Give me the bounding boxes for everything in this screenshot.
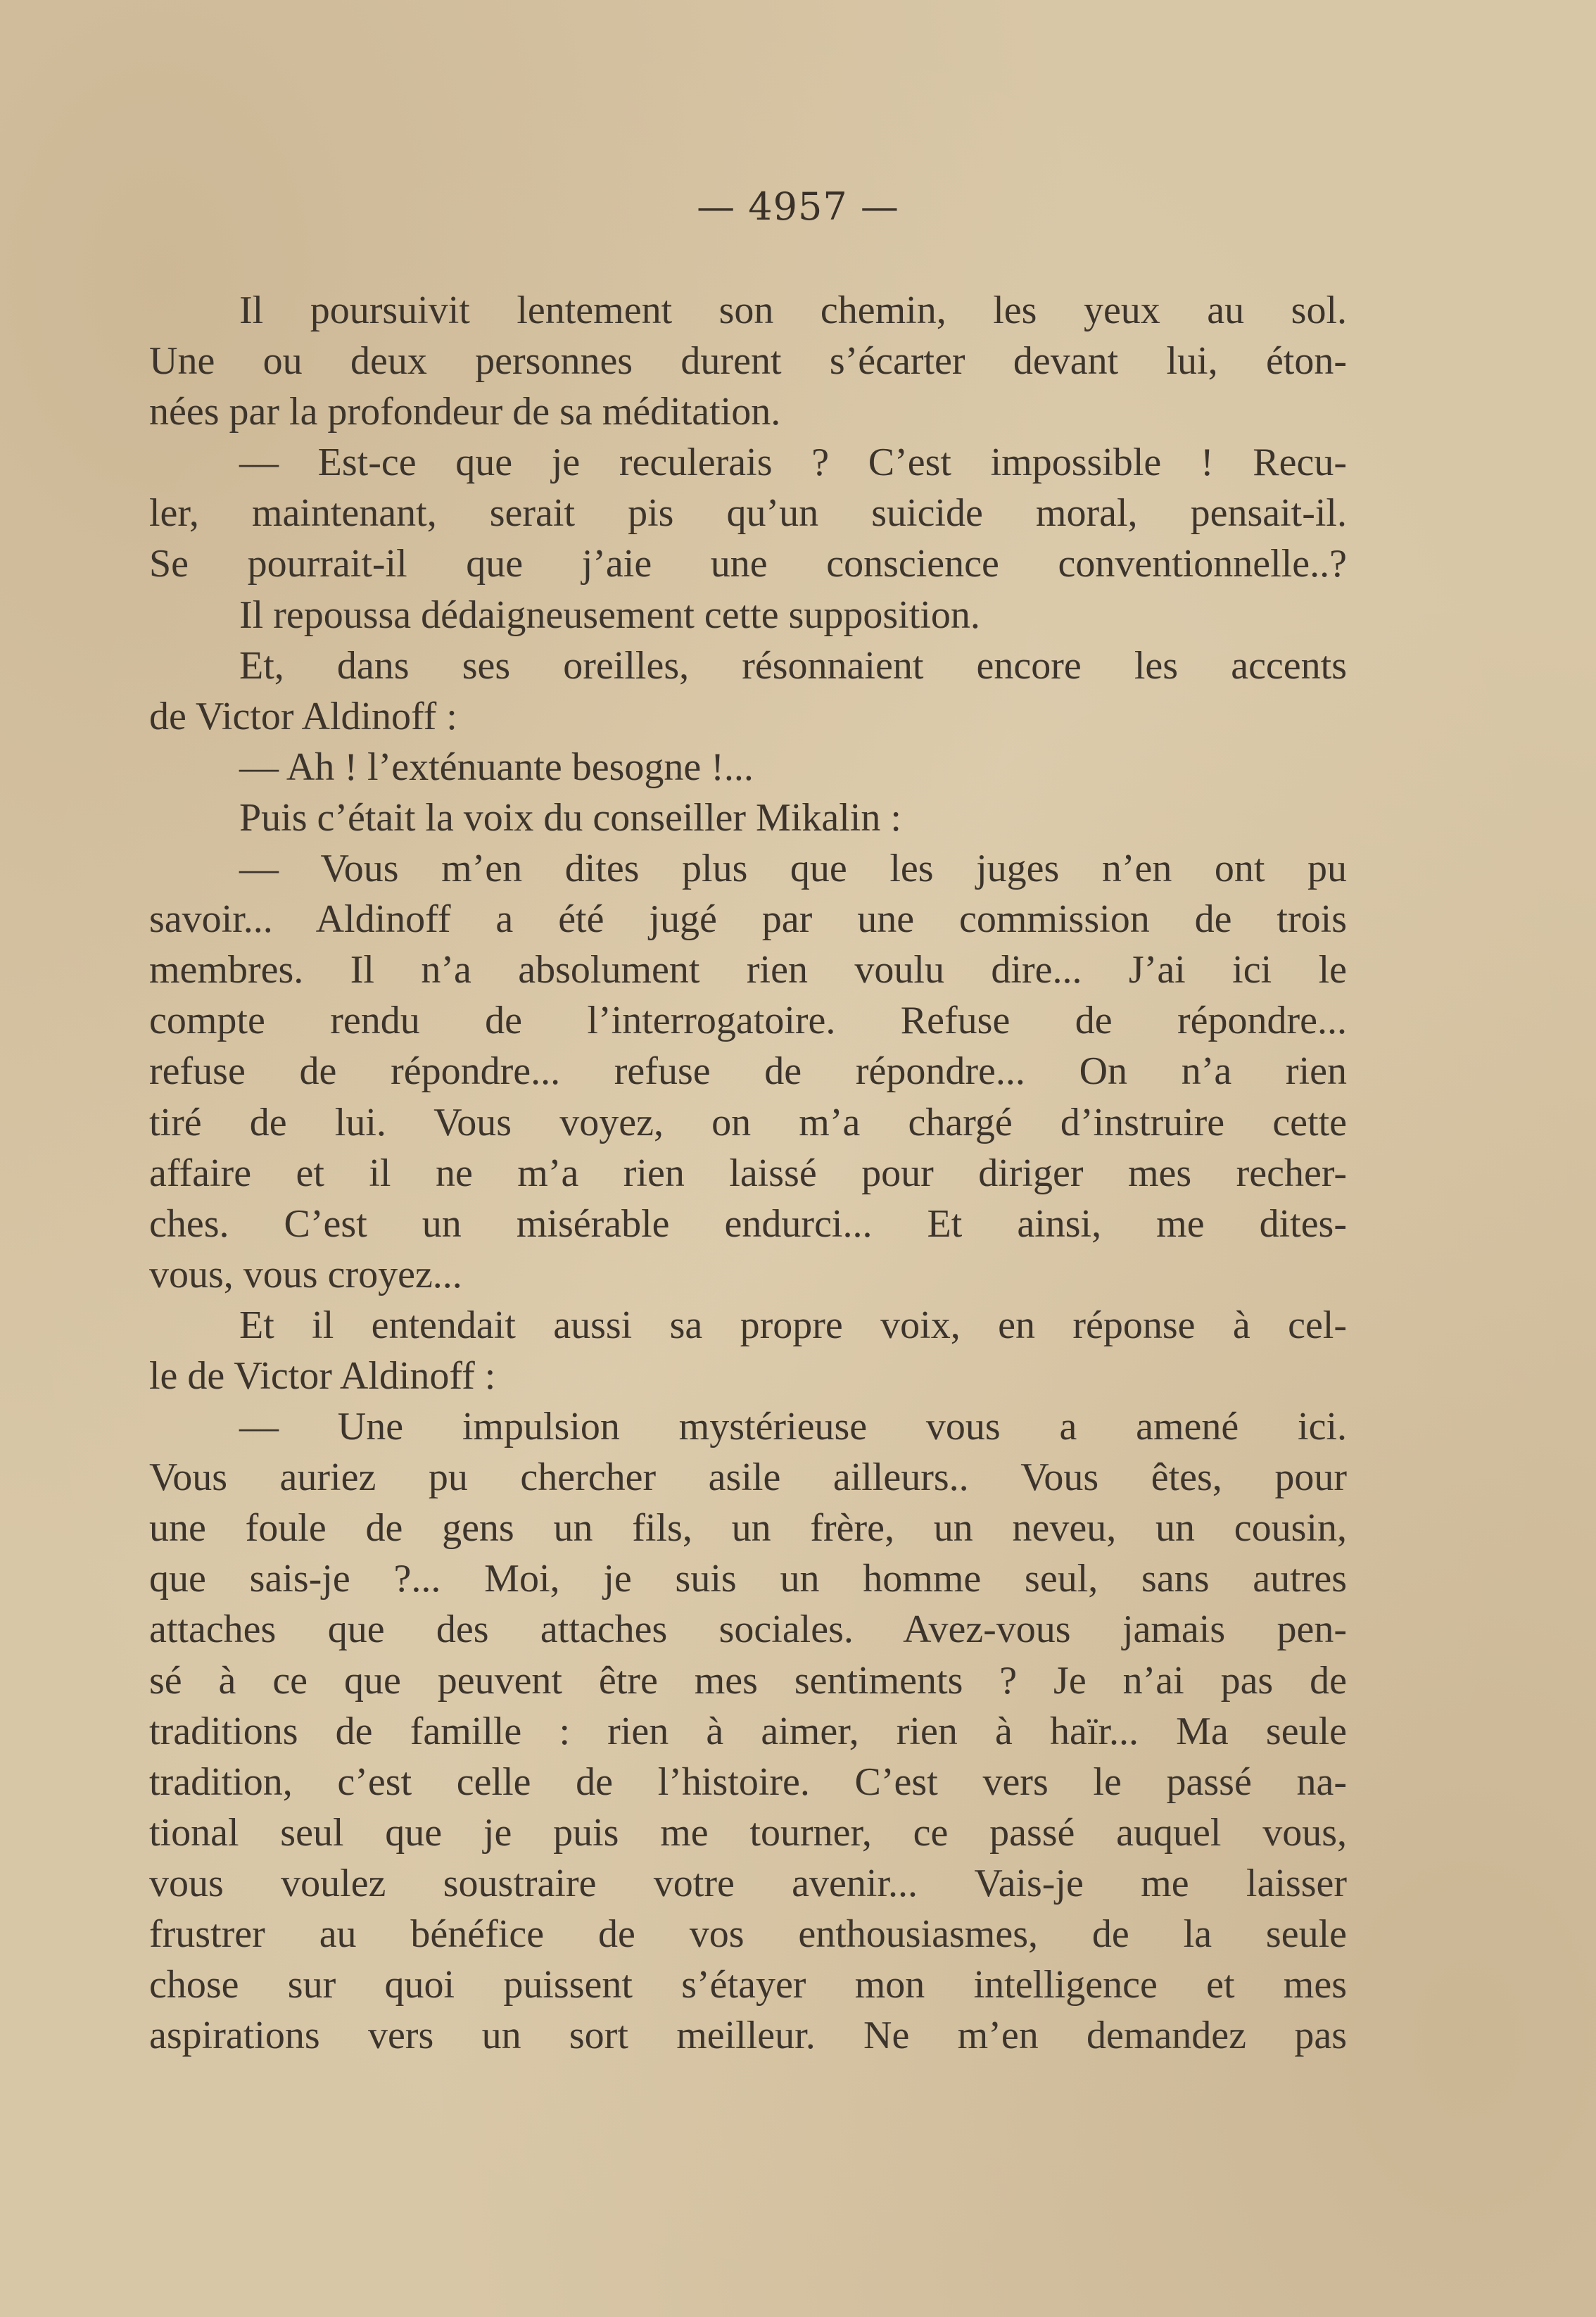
- body-text: [149, 285, 1347, 2061]
- text-line: Il poursuivit lentement son chemin, les yeux au sol.: [239, 289, 1347, 332]
- text-line: — Une impulsion mystérieuse vous a amené ici.: [239, 1405, 1347, 1449]
- text-line: Vous auriez pu chercher asile ailleurs.. Vous êtes, pour: [149, 1456, 1347, 1500]
- page-number: — 4957 —: [697, 184, 899, 229]
- text-line: le de Victor Aldinoff :: [149, 1353, 496, 1398]
- text-line: savoir... Aldinoff a été jugé par une commission de trois: [149, 897, 1347, 942]
- text-line: Il repoussa dédaigneusement cette supposition.: [239, 593, 980, 637]
- text-line: une foule de gens un fils, un frère, un neveu, un cousin,: [149, 1506, 1347, 1551]
- text-line: affaire et il ne m’a rien laissé pour diriger mes recher-: [149, 1151, 1347, 1195]
- text-line: vous voulez soustraire votre avenir... Vais-je me laisser: [149, 1861, 1347, 1905]
- text-line: Et il entendait aussi sa propre voix, en réponse à cel-: [239, 1303, 1347, 1347]
- text-line: membres. Il n’a absolument rien voulu dire... J’ai ici le: [149, 948, 1347, 992]
- text-line: sé à ce que peuvent être mes sentiments ? Je n’ai pas de: [149, 1658, 1347, 1703]
- text-line: refuse de répondre... refuse de répondre... On n’a rien: [149, 1049, 1347, 1094]
- text-line: attaches que des attaches sociales. Avez-vous jamais pen-: [149, 1608, 1347, 1652]
- text-line: ches. C’est un misérable endurci... Et ainsi, me dites-: [149, 1201, 1347, 1246]
- text-line: vous, vous croyez...: [149, 1252, 462, 1296]
- text-line: — Vous m’en dites plus que les juges n’en ont pu: [239, 847, 1347, 891]
- text-line: — Ah ! l’exténuante besogne !...: [239, 745, 754, 789]
- text-line: tional seul que je puis me tourner, ce passé auquel vous,: [149, 1810, 1347, 1855]
- text-line: — Est-ce que je reculerais ? C’est impossible ! Recu-: [239, 441, 1347, 485]
- text-line: tradition, c’est celle de l’histoire. C’est vers le passé na-: [149, 1760, 1347, 1804]
- text-line: ler, maintenant, serait pis qu’un suicide moral, pensait-il.: [149, 491, 1347, 536]
- text-line: nées par la profondeur de sa méditation.: [149, 390, 781, 434]
- text-line: frustrer au bénéfice de vos enthousiasmes, de la seule: [149, 1912, 1347, 1956]
- text-line: chose sur quoi puissent s’étayer mon intelligence et mes: [149, 1963, 1347, 2007]
- text-line: Se pourrait-il que j’aie une conscience conventionnelle..?: [149, 542, 1347, 586]
- text-line: Puis c’était la voix du conseiller Mikalin :: [239, 795, 901, 840]
- text-line: aspirations vers un sort meilleur. Ne m’en demandez pas: [149, 2014, 1347, 2058]
- text-line: Et, dans ses oreilles, résonnaient encore les accents: [239, 643, 1347, 688]
- text-line: tiré de lui. Vous voyez, on m’a chargé d’instruire cette: [149, 1100, 1347, 1144]
- text-line: compte rendu de l’interrogatoire. Refuse de répondre...: [149, 999, 1347, 1043]
- text-line: traditions de famille : rien à aimer, rien à haïr... Ma seule: [149, 1709, 1347, 1753]
- text-line: Une ou deux personnes durent s’écarter devant lui, éton-: [149, 339, 1347, 384]
- text-line: de Victor Aldinoff :: [149, 694, 457, 738]
- text-line: que sais-je ?... Moi, je suis un homme seul, sans autres: [149, 1557, 1347, 1601]
